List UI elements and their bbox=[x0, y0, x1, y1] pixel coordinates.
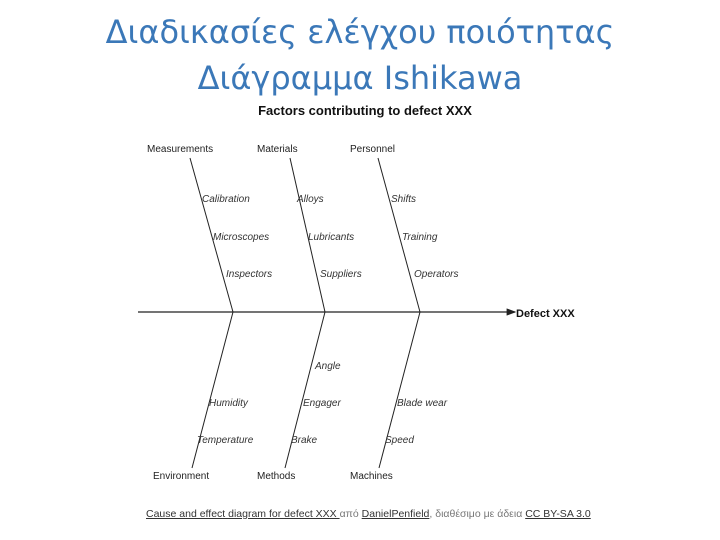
cause-blade-wear: Blade wear bbox=[397, 398, 448, 409]
category-machines: Machines bbox=[350, 471, 393, 482]
cause-calibration: Calibration bbox=[202, 194, 250, 205]
slide-title-line-1: Διαδικασίες ελέγχου ποιότητας bbox=[105, 13, 615, 51]
diagram-title: Factors contributing to defect XXX bbox=[258, 103, 472, 118]
effect-label: Defect XXX bbox=[516, 308, 575, 320]
cause-angle: Angle bbox=[315, 361, 341, 372]
category-materials: Materials bbox=[257, 144, 298, 155]
caption-work-title[interactable]: Cause and effect diagram for defect XXX bbox=[146, 508, 340, 520]
category-personnel: Personnel bbox=[350, 144, 396, 155]
cause-brake: Brake bbox=[291, 435, 318, 446]
cause-lubricants: Lubricants bbox=[308, 232, 355, 243]
cause-microscopes: Microscopes bbox=[213, 232, 270, 243]
cause-inspectors: Inspectors bbox=[226, 269, 273, 280]
cause-temperature: Temperature bbox=[197, 435, 254, 446]
caption-author-link[interactable]: DanielPenfield bbox=[361, 508, 430, 520]
fishbone-svg bbox=[130, 98, 600, 498]
cause-operators: Operators bbox=[414, 269, 459, 280]
caption-separator: , διαθέσιμο με άδεια bbox=[429, 508, 526, 520]
cause-engager: Engager bbox=[303, 398, 341, 409]
category-methods: Methods bbox=[257, 471, 296, 482]
cause-training: Training bbox=[402, 232, 438, 243]
caption-license-link[interactable]: CC BY-SA 3.0 bbox=[525, 508, 591, 520]
cause-shifts: Shifts bbox=[391, 194, 417, 205]
caption-by: από bbox=[339, 508, 362, 520]
cause-humidity: Humidity bbox=[209, 398, 248, 409]
category-measurements: Measurements bbox=[147, 144, 214, 155]
cause-speed: Speed bbox=[385, 435, 414, 446]
slide-title-line-2: Διάγραμμα Ishikawa bbox=[197, 59, 523, 97]
cause-alloys: Alloys bbox=[297, 194, 324, 205]
category-environment: Environment bbox=[153, 471, 210, 482]
ishikawa-diagram bbox=[130, 98, 600, 498]
cause-suppliers: Suppliers bbox=[320, 269, 362, 280]
attribution-caption bbox=[146, 508, 616, 520]
